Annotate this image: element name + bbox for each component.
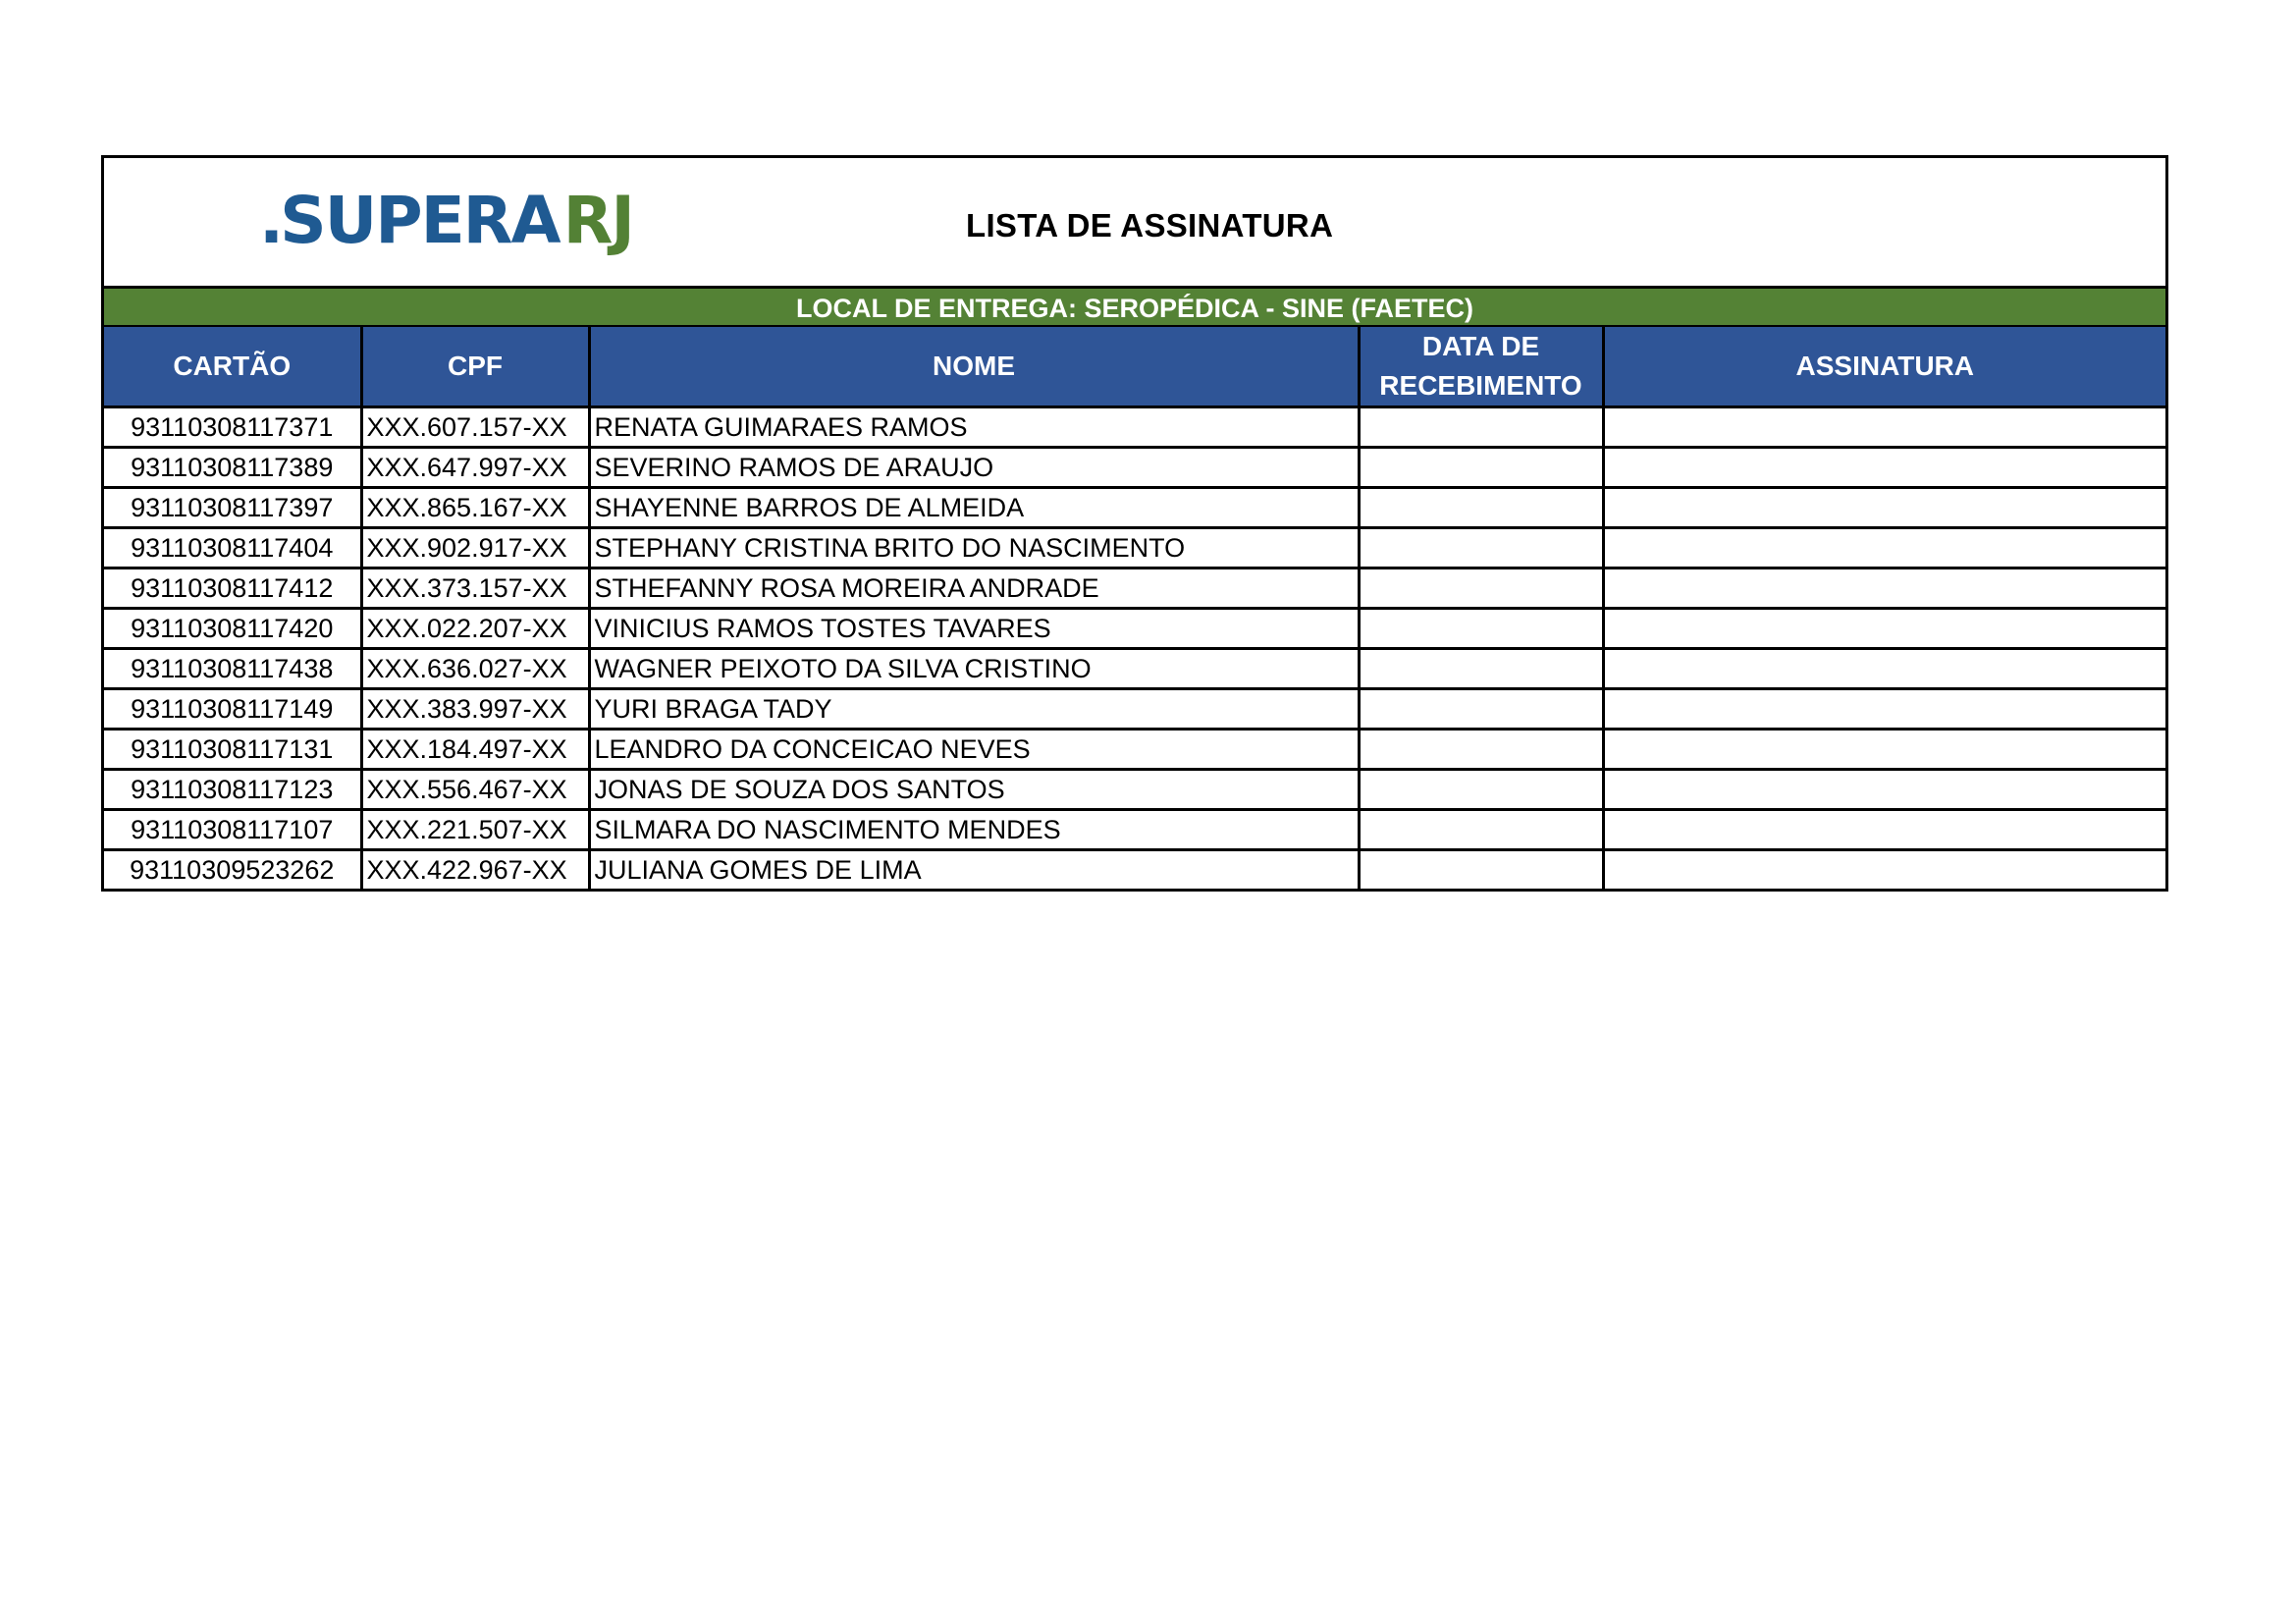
receipt-date-cell[interactable] xyxy=(1359,407,1603,448)
signature-list-sheet xyxy=(101,155,2168,892)
cpf-cell: XXX.865.167-XX xyxy=(361,488,589,528)
supera-rj-logo xyxy=(259,183,633,258)
table-row xyxy=(104,649,2165,689)
card-number-cell: 93110309523262 xyxy=(104,850,361,890)
name-cell: WAGNER PEIXOTO DA SILVA CRISTINO xyxy=(589,649,1359,689)
signature-cell[interactable] xyxy=(1603,609,2165,649)
document-header xyxy=(104,158,2165,289)
table-row xyxy=(104,730,2165,770)
cpf-cell: XXX.636.027-XX xyxy=(361,649,589,689)
receipt-date-cell[interactable] xyxy=(1359,850,1603,890)
signature-cell[interactable] xyxy=(1603,568,2165,609)
card-number-cell: 93110308117404 xyxy=(104,528,361,568)
cpf-cell: XXX.383.997-XX xyxy=(361,689,589,730)
name-cell: YURI BRAGA TADY xyxy=(589,689,1359,730)
receipt-date-cell[interactable] xyxy=(1359,689,1603,730)
signature-cell[interactable] xyxy=(1603,448,2165,488)
signature-cell[interactable] xyxy=(1603,730,2165,770)
table-row xyxy=(104,407,2165,448)
receipt-date-cell[interactable] xyxy=(1359,528,1603,568)
column-header-date xyxy=(1359,327,1603,407)
signature-cell[interactable] xyxy=(1603,528,2165,568)
card-number-cell: 93110308117371 xyxy=(131,412,334,442)
card-number-cell: 93110308117149 xyxy=(104,689,361,730)
cpf-cell: XXX.647.997-XX xyxy=(361,448,589,488)
receipt-date-cell[interactable] xyxy=(1359,488,1603,528)
column-header-cpf: CPF xyxy=(361,327,589,407)
table-row xyxy=(104,770,2165,810)
table-row xyxy=(104,488,2165,528)
column-header-card: CARTÃO xyxy=(104,327,361,407)
card-number-cell: 93110308117412 xyxy=(104,568,361,609)
table-header-row xyxy=(104,327,2165,407)
card-number-cell: 93110308117397 xyxy=(104,488,361,528)
receipt-date-cell[interactable] xyxy=(1359,448,1603,488)
signature-cell[interactable] xyxy=(1603,407,2165,448)
name-cell: JONAS DE SOUZA DOS SANTOS xyxy=(589,770,1359,810)
receipt-date-cell[interactable] xyxy=(1359,810,1603,850)
name-cell: SILMARA DO NASCIMENTO MENDES xyxy=(589,810,1359,850)
signature-table xyxy=(104,327,2165,889)
card-number-cell: 93110308117438 xyxy=(104,649,361,689)
cpf-cell: XXX.184.497-XX xyxy=(361,730,589,770)
cpf-cell: XXX.022.207-XX xyxy=(361,609,589,649)
receipt-date-cell[interactable] xyxy=(1359,770,1603,810)
table-row xyxy=(104,810,2165,850)
column-header-signature: ASSINATURA xyxy=(1603,327,2165,407)
cpf-cell: XXX.373.157-XX xyxy=(361,568,589,609)
document-title: LISTA DE ASSINATURA xyxy=(966,207,1334,244)
signature-cell[interactable] xyxy=(1603,689,2165,730)
signature-cell[interactable] xyxy=(1603,810,2165,850)
column-header-name: NOME xyxy=(589,327,1359,407)
cpf-cell: XXX.607.157-XX xyxy=(361,407,589,448)
signature-cell[interactable] xyxy=(1603,488,2165,528)
logo-supera: SUPERA xyxy=(280,183,560,258)
table-row xyxy=(104,528,2165,568)
cpf-cell: XXX.422.967-XX xyxy=(361,850,589,890)
table-row xyxy=(104,568,2165,609)
column-header-date-line2: RECEBIMENTO xyxy=(1379,370,1582,401)
name-cell: RENATA GUIMARAES RAMOS xyxy=(589,407,1359,448)
cpf-cell: XXX.902.917-XX xyxy=(361,528,589,568)
name-cell: SHAYENNE BARROS DE ALMEIDA xyxy=(589,488,1359,528)
name-cell: JULIANA GOMES DE LIMA xyxy=(589,850,1359,890)
column-header-date-line1: DATA DE xyxy=(1421,331,1540,361)
card-number-cell: 93110308117420 xyxy=(104,609,361,649)
table-row xyxy=(104,448,2165,488)
card-number-cell: 93110308117123 xyxy=(104,770,361,810)
name-cell: STEPHANY CRISTINA BRITO DO NASCIMENTO xyxy=(589,528,1359,568)
card-number-cell: 93110308117107 xyxy=(104,810,361,850)
table-body xyxy=(104,407,2165,890)
logo-rj: RJ xyxy=(562,183,633,258)
card-number-cell: 93110308117389 xyxy=(104,448,361,488)
table-row xyxy=(104,609,2165,649)
receipt-date-cell[interactable] xyxy=(1359,568,1603,609)
receipt-date-cell[interactable] xyxy=(1359,609,1603,649)
table-row xyxy=(104,689,2165,730)
table-row xyxy=(104,850,2165,890)
receipt-date-cell[interactable] xyxy=(1359,730,1603,770)
signature-cell[interactable] xyxy=(1603,770,2165,810)
name-cell: SEVERINO RAMOS DE ARAUJO xyxy=(589,448,1359,488)
signature-cell[interactable] xyxy=(1603,649,2165,689)
name-cell: VINICIUS RAMOS TOSTES TAVARES xyxy=(589,609,1359,649)
logo-dot: . xyxy=(259,183,283,258)
delivery-location-banner: LOCAL DE ENTREGA: SEROPÉDICA - SINE (FAETEC) xyxy=(104,289,2165,327)
receipt-date-cell[interactable] xyxy=(1359,649,1603,689)
cpf-cell: XXX.556.467-XX xyxy=(361,770,589,810)
card-number-cell: 93110308117131 xyxy=(104,730,361,770)
name-cell: STHEFANNY ROSA MOREIRA ANDRADE xyxy=(589,568,1359,609)
name-cell: LEANDRO DA CONCEICAO NEVES xyxy=(589,730,1359,770)
cpf-cell: XXX.221.507-XX xyxy=(361,810,589,850)
signature-cell[interactable] xyxy=(1603,850,2165,890)
